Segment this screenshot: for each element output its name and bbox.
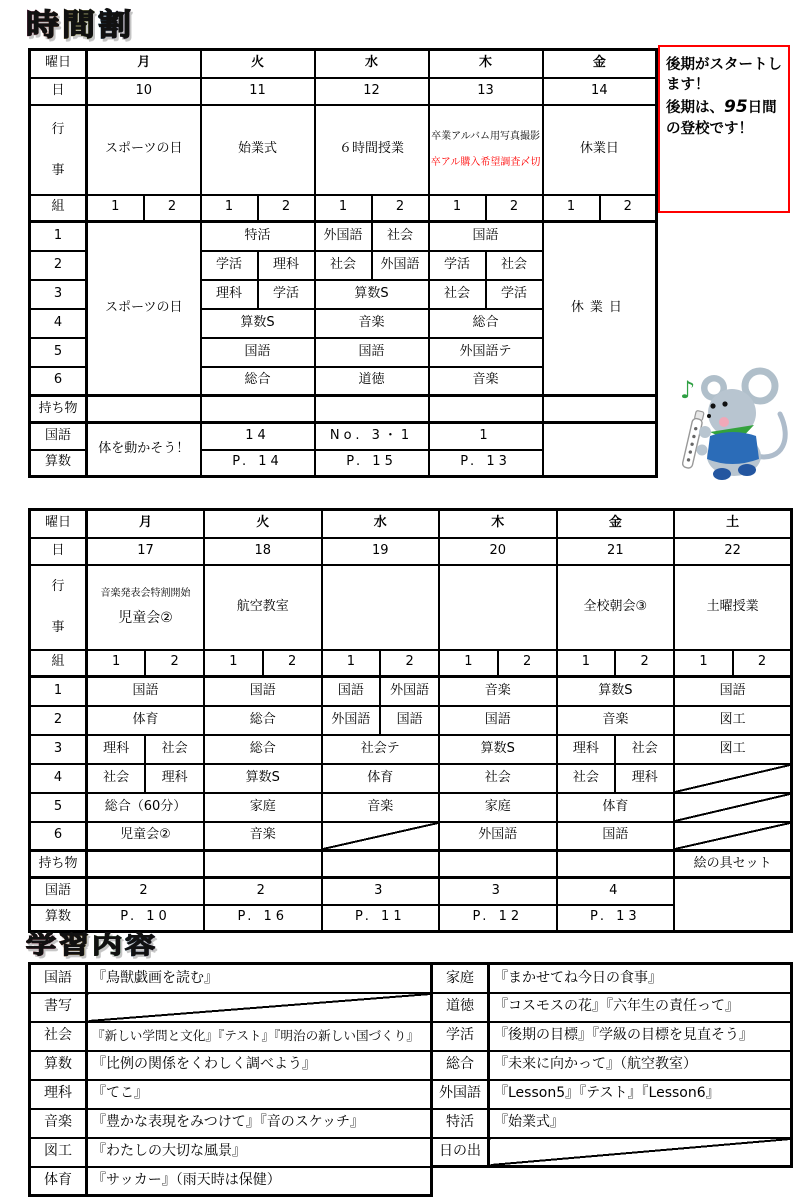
subject-cell: 算数S bbox=[201, 309, 315, 338]
event-cell bbox=[322, 565, 440, 650]
supplies-cell bbox=[543, 396, 657, 423]
timetable-week1 bbox=[28, 48, 658, 478]
event-text: 児童会② bbox=[118, 609, 173, 626]
subject-cell: 家庭 bbox=[204, 793, 322, 822]
content-cell: 『てこ』 bbox=[87, 1080, 432, 1109]
date-cell: 12 bbox=[315, 78, 429, 105]
mouse-recorder-illustration bbox=[648, 366, 793, 486]
kokugo-page-cell: 2 bbox=[204, 878, 322, 905]
subject-cell: 音楽 bbox=[439, 677, 557, 706]
period-number-cell: 1 bbox=[30, 677, 87, 706]
learning-content-left bbox=[28, 962, 433, 1197]
subject-label-cell: 学活 bbox=[432, 1022, 489, 1051]
subject-cell: 社会 bbox=[486, 251, 543, 280]
date-cell: 18 bbox=[204, 538, 322, 565]
class-number-cell: 1 bbox=[87, 650, 146, 677]
content-cell: 『鳥獣戯画を読む』 bbox=[87, 964, 432, 993]
supplies-cell bbox=[557, 851, 675, 878]
notice-line bbox=[666, 96, 782, 140]
subject-cell: 理科 bbox=[615, 764, 674, 793]
date-cell: 22 bbox=[674, 538, 792, 565]
event-label-char: 事 bbox=[51, 620, 65, 635]
event-cell bbox=[429, 105, 543, 195]
empty-cell bbox=[543, 423, 657, 477]
subject-cell: 社会 bbox=[145, 735, 204, 764]
diagonal-cell bbox=[322, 822, 440, 851]
day-header-cell: 水 bbox=[322, 510, 440, 538]
class-number-cell: 2 bbox=[144, 195, 201, 222]
sansuu-row-label: 算数 bbox=[30, 905, 87, 932]
day-of-week-label: 曜日 bbox=[30, 50, 87, 78]
page-title-jikanwari bbox=[26, 8, 134, 41]
sansuu-page-cell: P. 12 bbox=[439, 905, 557, 932]
supplies-cell bbox=[201, 396, 315, 423]
subject-label-cell: 特活 bbox=[432, 1109, 489, 1138]
day-header-cell: 土 bbox=[674, 510, 792, 538]
subject-label-cell: 理科 bbox=[30, 1080, 87, 1109]
subject-label-cell: 総合 bbox=[432, 1051, 489, 1080]
day-header-cell: 火 bbox=[201, 50, 315, 78]
content-cell: 『未来に向かって』（航空教室） bbox=[489, 1051, 792, 1080]
subject-cell: 算数S bbox=[439, 735, 557, 764]
subject-cell: 国語 bbox=[87, 677, 205, 706]
timetable-week2 bbox=[28, 508, 793, 933]
supplies-cell bbox=[439, 851, 557, 878]
period-number-cell: 6 bbox=[30, 367, 87, 396]
period-number-cell: 2 bbox=[30, 706, 87, 735]
sansuu-page-cell: P. 11 bbox=[322, 905, 440, 932]
kokugo-page-cell: 4 bbox=[557, 878, 675, 905]
subject-cell: 総合 bbox=[201, 367, 315, 396]
subject-cell: 国語 bbox=[380, 706, 439, 735]
kokugo-page-cell: 3 bbox=[322, 878, 440, 905]
kokugo-page-cell: 14 bbox=[201, 423, 315, 450]
event-cell: スポーツの日 bbox=[87, 105, 201, 195]
mouse-cheek bbox=[719, 417, 729, 427]
class-number-cell: 2 bbox=[486, 195, 543, 222]
mouse-eye bbox=[722, 401, 727, 406]
kokugo-page-cell: No. 3・1 bbox=[315, 423, 429, 450]
class-number-cell: 1 bbox=[204, 650, 263, 677]
class-row-label: 組 bbox=[30, 650, 87, 677]
subject-cell: 音楽 bbox=[204, 822, 322, 851]
class-number-cell: 2 bbox=[145, 650, 204, 677]
event-cell bbox=[87, 565, 205, 650]
subject-cell: 音楽 bbox=[557, 706, 675, 735]
kokugo-row-label: 国語 bbox=[30, 423, 87, 450]
subject-cell: 国語 bbox=[204, 677, 322, 706]
subject-cell: 国語 bbox=[674, 677, 792, 706]
subject-cell: 国語 bbox=[315, 338, 429, 367]
event-deadline-note: 卒アル購入希望調査〆切 bbox=[430, 156, 541, 168]
subject-label-cell: 図工 bbox=[30, 1138, 87, 1167]
subject-cell: 理科 bbox=[557, 735, 616, 764]
subject-cell: 国語 bbox=[439, 706, 557, 735]
subject-cell: 体育 bbox=[87, 706, 205, 735]
subject-cell: 社会 bbox=[557, 764, 616, 793]
subject-label-cell: 社会 bbox=[30, 1022, 87, 1051]
subject-label-cell: 外国語 bbox=[432, 1080, 489, 1109]
sansuu-page-cell: P. 10 bbox=[87, 905, 205, 932]
date-cell: 10 bbox=[87, 78, 201, 105]
supplies-cell bbox=[322, 851, 440, 878]
learning-content-right bbox=[430, 962, 793, 1168]
subject-cell: 総合 bbox=[204, 706, 322, 735]
subject-cell: 社会テ bbox=[322, 735, 440, 764]
subject-cell: 体育 bbox=[557, 793, 675, 822]
subject-cell: 図工 bbox=[674, 735, 792, 764]
class-number-cell: 1 bbox=[543, 195, 600, 222]
class-number-cell: 1 bbox=[87, 195, 144, 222]
title-char: 習 bbox=[59, 931, 89, 960]
subject-label-cell: 書写 bbox=[30, 993, 87, 1022]
event-row-label bbox=[30, 565, 87, 650]
kokugo-page-cell: 1 bbox=[429, 423, 543, 450]
notice-line: 後期がスタートします！ bbox=[666, 57, 782, 94]
subject-label-cell: 道徳 bbox=[432, 993, 489, 1022]
subject-cell: 外国語 bbox=[322, 706, 381, 735]
sansuu-page-cell: P. 15 bbox=[315, 450, 429, 477]
supplies-row-label: 持ち物 bbox=[30, 396, 87, 423]
mouse-paw bbox=[699, 426, 711, 438]
period-number-cell: 3 bbox=[30, 280, 87, 309]
subject-label-cell: 家庭 bbox=[432, 964, 489, 993]
period-number-cell: 6 bbox=[30, 822, 87, 851]
period-number-cell: 4 bbox=[30, 309, 87, 338]
subject-cell: 外国語 bbox=[439, 822, 557, 851]
recorder bbox=[682, 410, 705, 469]
sansuu-row-label: 算数 bbox=[30, 450, 87, 477]
day-header-cell: 火 bbox=[204, 510, 322, 538]
subject-cell: 外国語 bbox=[372, 251, 429, 280]
day-header-cell: 月 bbox=[87, 50, 201, 78]
mouse-foot bbox=[738, 464, 756, 476]
content-cell: 『Lesson5』『テスト』『Lesson6』 bbox=[489, 1080, 792, 1109]
title-char: 容 bbox=[125, 931, 155, 960]
date-cell: 21 bbox=[557, 538, 675, 565]
day-header-cell: 木 bbox=[429, 50, 543, 78]
subject-cell: 理科 bbox=[201, 280, 258, 309]
supplies-cell bbox=[87, 396, 201, 423]
subject-cell: 国語 bbox=[429, 222, 543, 251]
class-row-label: 組 bbox=[30, 195, 87, 222]
supplies-cell bbox=[315, 396, 429, 423]
empty-cell bbox=[674, 878, 792, 932]
period-number-cell: 5 bbox=[30, 338, 87, 367]
class-number-cell: 2 bbox=[615, 650, 674, 677]
kokugo-page-cell: 2 bbox=[87, 878, 205, 905]
title-char: 割 bbox=[98, 6, 131, 43]
kokugo-row-label: 国語 bbox=[30, 878, 87, 905]
period-number-cell: 4 bbox=[30, 764, 87, 793]
mouse-tail bbox=[756, 414, 785, 457]
event-cell: 休業日 bbox=[543, 105, 657, 195]
subject-cell: 道徳 bbox=[315, 367, 429, 396]
diagonal-cell bbox=[87, 993, 432, 1022]
content-cell: 『わたしの大切な風景』 bbox=[87, 1138, 432, 1167]
supplies-cell bbox=[87, 851, 205, 878]
sansuu-page-cell: P. 13 bbox=[557, 905, 675, 932]
event-text: 卒業アルバム用写真撮影 bbox=[431, 131, 540, 142]
class-number-cell: 2 bbox=[380, 650, 439, 677]
title-char: 学 bbox=[26, 931, 56, 960]
content-cell: 『まかせてね今日の食事』 bbox=[489, 964, 792, 993]
content-cell: 『後期の目標』『学級の目標を見直そう』 bbox=[489, 1022, 792, 1051]
sansuu-page-cell: P. 13 bbox=[429, 450, 543, 477]
subject-cell: 音楽 bbox=[429, 367, 543, 396]
notice-days-count: 95 bbox=[724, 96, 748, 117]
class-number-cell: 2 bbox=[372, 195, 429, 222]
day-header-cell: 木 bbox=[439, 510, 557, 538]
subject-cell: 総合（60分） bbox=[87, 793, 205, 822]
subject-cell: 総合 bbox=[204, 735, 322, 764]
event-cell: 土曜授業 bbox=[674, 565, 792, 650]
subject-cell: 国語 bbox=[557, 822, 675, 851]
subject-cell: 理科 bbox=[87, 735, 146, 764]
class-number-cell: 2 bbox=[498, 650, 557, 677]
diagonal-cell bbox=[489, 1138, 792, 1167]
sansuu-page-cell: P. 16 bbox=[204, 905, 322, 932]
subject-cell: 児童会② bbox=[87, 822, 205, 851]
kokugo-page-cell: 3 bbox=[439, 878, 557, 905]
content-cell: 『サッカー』（雨天時は保健） bbox=[87, 1167, 432, 1196]
event-label-char: 行 bbox=[51, 579, 65, 594]
period-number-cell: 5 bbox=[30, 793, 87, 822]
event-text: 音楽発表会特割開始 bbox=[100, 588, 191, 600]
supplies-row-label: 持ち物 bbox=[30, 851, 87, 878]
subject-cell: 外国語テ bbox=[429, 338, 543, 367]
mouse-eye bbox=[710, 403, 715, 408]
class-number-cell: 2 bbox=[733, 650, 792, 677]
subject-cell: 国語 bbox=[322, 677, 381, 706]
homework-note-cell: 体を動かそう！ bbox=[87, 423, 201, 477]
subject-cell: 学活 bbox=[429, 251, 486, 280]
class-number-cell: 1 bbox=[315, 195, 372, 222]
period-number-cell: 2 bbox=[30, 251, 87, 280]
mouse-ear bbox=[745, 371, 775, 401]
content-cell: 『豊かな表現をみつけて』『音のスケッチ』 bbox=[87, 1109, 432, 1138]
date-cell: 19 bbox=[322, 538, 440, 565]
class-number-cell: 2 bbox=[263, 650, 322, 677]
subject-label-cell: 日の出 bbox=[432, 1138, 489, 1167]
page-title-gakushunaiyo bbox=[26, 931, 158, 961]
supplies-cell: 絵の具セット bbox=[674, 851, 792, 878]
event-label-char: 行 bbox=[51, 121, 65, 137]
subject-label-cell: 国語 bbox=[30, 964, 87, 993]
subject-cell: 理科 bbox=[145, 764, 204, 793]
class-number-cell: 1 bbox=[429, 195, 486, 222]
sansuu-page-cell: P. 14 bbox=[201, 450, 315, 477]
subject-label-cell: 体育 bbox=[30, 1167, 87, 1196]
subject-cell: 音楽 bbox=[322, 793, 440, 822]
subject-cell: 理科 bbox=[258, 251, 315, 280]
period-number-cell: 1 bbox=[30, 222, 87, 251]
event-cell: 全校朝会③ bbox=[557, 565, 675, 650]
diagonal-cell bbox=[674, 793, 792, 822]
class-number-cell: 2 bbox=[600, 195, 657, 222]
subject-cell: 外国語 bbox=[315, 222, 372, 251]
date-row-label: 日 bbox=[30, 538, 87, 565]
subject-cell: 国語 bbox=[201, 338, 315, 367]
day-header-cell: 金 bbox=[543, 50, 657, 78]
day-header-cell: 水 bbox=[315, 50, 429, 78]
subject-cell: 社会 bbox=[87, 764, 146, 793]
subject-cell: 家庭 bbox=[439, 793, 557, 822]
event-cell bbox=[439, 565, 557, 650]
content-cell: 『新しい学問と文化』『テスト』『明治の新しい国づくり』 bbox=[87, 1022, 432, 1051]
music-note-icon: ♪ bbox=[680, 376, 696, 404]
diagonal-cell bbox=[674, 822, 792, 851]
class-number-cell: 1 bbox=[557, 650, 616, 677]
day-header-cell: 月 bbox=[87, 510, 205, 538]
title-char: 内 bbox=[92, 931, 122, 960]
date-cell: 17 bbox=[87, 538, 205, 565]
date-cell: 11 bbox=[201, 78, 315, 105]
subject-cell: 音楽 bbox=[315, 309, 429, 338]
subject-cell: 算数S bbox=[315, 280, 429, 309]
subject-cell: 社会 bbox=[429, 280, 486, 309]
notice-box bbox=[658, 45, 790, 213]
subject-cell: 体育 bbox=[322, 764, 440, 793]
mouse-nose bbox=[707, 414, 711, 418]
date-cell: 13 bbox=[429, 78, 543, 105]
subject-cell: 社会 bbox=[439, 764, 557, 793]
mouse-ear-inner bbox=[708, 382, 721, 395]
event-cell: 始業式 bbox=[201, 105, 315, 195]
subject-cell: 図工 bbox=[674, 706, 792, 735]
subject-cell: 外国語 bbox=[380, 677, 439, 706]
class-number-cell: 2 bbox=[258, 195, 315, 222]
subject-cell: 算数S bbox=[557, 677, 675, 706]
event-cell: ６時間授業 bbox=[315, 105, 429, 195]
subject-cell: 算数S bbox=[204, 764, 322, 793]
supplies-cell bbox=[204, 851, 322, 878]
subject-cell: 学活 bbox=[201, 251, 258, 280]
title-char: 間 bbox=[62, 6, 95, 43]
subject-cell: 学活 bbox=[258, 280, 315, 309]
notice-text: 日間の登校です！ bbox=[666, 99, 777, 138]
subject-cell: 学活 bbox=[486, 280, 543, 309]
event-cell: 航空教室 bbox=[204, 565, 322, 650]
subject-cell: 社会 bbox=[615, 735, 674, 764]
mouse-foot bbox=[713, 468, 731, 480]
subject-label-cell: 音楽 bbox=[30, 1109, 87, 1138]
subject-cell: 社会 bbox=[372, 222, 429, 251]
date-row-label: 日 bbox=[30, 78, 87, 105]
day-of-week-label: 曜日 bbox=[30, 510, 87, 538]
mouse-paw bbox=[697, 445, 708, 456]
content-cell: 『比例の関係をくわしく調べよう』 bbox=[87, 1051, 432, 1080]
event-row-label bbox=[30, 105, 87, 195]
title-char: 時 bbox=[26, 6, 59, 43]
diagonal-cell bbox=[674, 764, 792, 793]
content-cell: 『コスモスの花』『六年生の責任って』 bbox=[489, 993, 792, 1022]
subject-label-cell: 算数 bbox=[30, 1051, 87, 1080]
all-day-block-cell: 休業日 bbox=[543, 222, 657, 396]
supplies-cell bbox=[429, 396, 543, 423]
mouse-shirt bbox=[707, 432, 759, 464]
subject-cell: 社会 bbox=[315, 251, 372, 280]
all-day-block-cell: スポーツの日 bbox=[87, 222, 201, 396]
class-number-cell: 1 bbox=[201, 195, 258, 222]
date-cell: 14 bbox=[543, 78, 657, 105]
date-cell: 20 bbox=[439, 538, 557, 565]
day-header-cell: 金 bbox=[557, 510, 675, 538]
content-cell: 『始業式』 bbox=[489, 1109, 792, 1138]
class-number-cell: 1 bbox=[322, 650, 381, 677]
subject-cell: 特活 bbox=[201, 222, 315, 251]
class-number-cell: 1 bbox=[439, 650, 498, 677]
subject-cell: 総合 bbox=[429, 309, 543, 338]
period-number-cell: 3 bbox=[30, 735, 87, 764]
event-label-char: 事 bbox=[51, 162, 65, 178]
class-number-cell: 1 bbox=[674, 650, 733, 677]
notice-text: 後期は、 bbox=[666, 99, 724, 116]
